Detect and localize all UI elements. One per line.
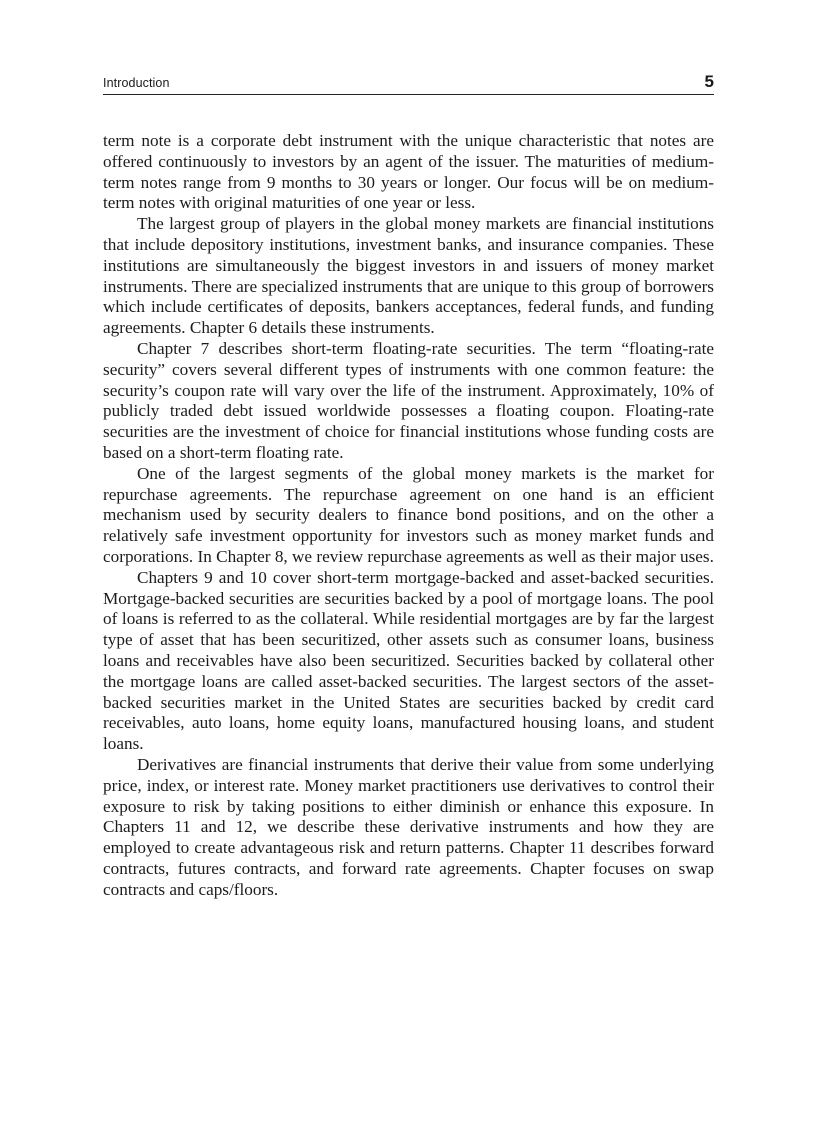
paragraph-asset-backed: Chapters 9 and 10 cover short-term mortgage-backed and asset-backed securities. Mortgage-backed securities are securities backed by a pool of mortgage loans. The pool of loans is referred to as the collateral. While residential mortgages are by far the largest type of asset that has been securitized, other assets such as consumer loans, business loans and receivables have also been securitized. Securities backed by collateral other the mortgage loans are called asset-backed securities. The largest sectors of the asset-backed securities market in the United States are securities backed by credit card receivables, auto loans, home equity loans, manufactured housing loans, and student loans. [103, 567, 714, 754]
section-title: Introduction [103, 76, 170, 90]
paragraph-derivatives: Derivatives are financial instruments that derive their value from some underlying price, index, or interest rate. Money market practitioners use derivatives to control their exposure to risk by taking positions to either diminish or enhance this exposure. In Chapters 11 and 12, we describe these derivative instruments and how they are employed to create advantageous risk and return patterns. Chapter 11 describes forward contracts, futures contracts, and forward rate agreements. Chapter focuses on swap contracts and caps/floors. [103, 754, 714, 899]
paragraph-repurchase-agreements: One of the largest segments of the global money markets is the market for repurchase agreements. The repurchase agreement on one hand is an efficient mechanism used by security dealers to finance bond positions, and on the other a relatively safe investment opportunity for investors such as money market funds and corporations. In Chapter 8, we review repurchase agreements as well as their major uses. [103, 463, 714, 566]
body-text [103, 131, 714, 900]
paragraph-financial-institutions: The largest group of players in the global money markets are financial institutions that include depository institutions, investment banks, and insurance companies. These institutions are simultaneously the biggest investors in and issuers of money market instruments. There are specialized instruments that are unique to this group of borrowers which include certificates of deposits, bankers acceptances, federal funds, and funding agreements. Chapter 6 details these instruments. [103, 214, 714, 338]
paragraph-continued: term note is a corporate debt instrument with the unique characteristic that notes are offered continuously to investors by an agent of the issuer. The maturities of medium-term notes range from 9 months to 30 years or longer. Our focus will be on medium-term notes with original maturities of one year or less. [103, 131, 714, 213]
paragraph-floating-rate: Chapter 7 describes short-term floating-rate securities. The term “floating-rate security” covers several different types of instruments with one common feature: the security’s coupon rate will vary over the life of the instrument. Approximately, 10% of publicly traded debt issued worldwide possesses a floating coupon. Floating-rate securities are the investment of choice for financial institutions whose funding costs are based on a short-term floating rate. [103, 338, 714, 462]
page-number: 5 [704, 72, 714, 91]
running-head [103, 72, 714, 95]
